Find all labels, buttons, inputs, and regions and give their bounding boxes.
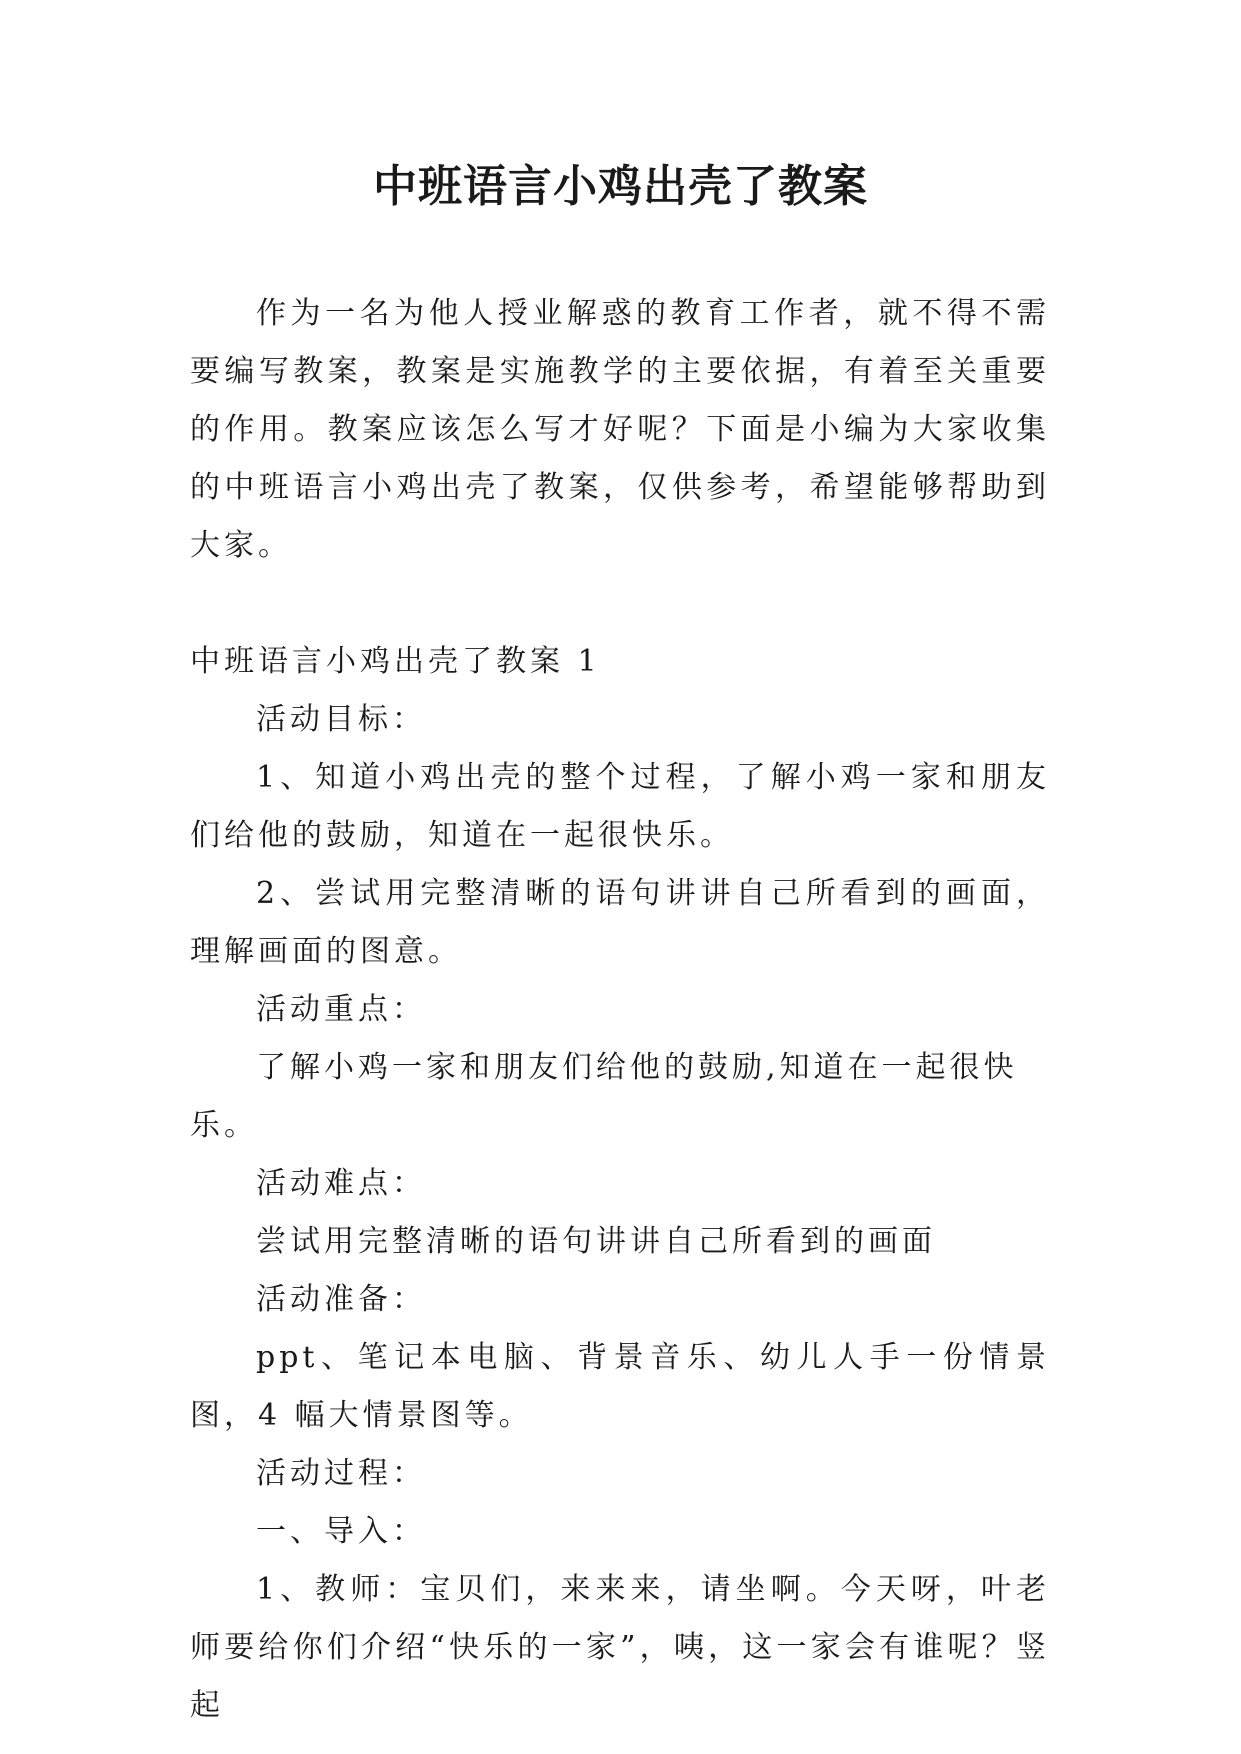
preparation-text: ppt、笔记本电脑、背景音乐、幼儿人手一份情景图，4 幅大情景图等。 [190,1340,1050,1433]
goals-label: 活动目标： [256,702,426,737]
goal-1: 1、知道小鸡出壳的整个过程，了解小鸡一家和朋友们给他的鼓励，知道在一起很快乐。 [190,760,1050,853]
process-label: 活动过程： [256,1456,426,1491]
difficulty-label: 活动难点： [256,1166,426,1201]
preparation-label: 活动准备： [256,1282,426,1317]
key-point-text: 了解小鸡一家和朋友们给他的鼓励,知道在一起很快乐。 [190,1050,1018,1143]
step-1-text: 1、教师：宝贝们，来来来，请坐啊。今天呀，叶老师要给你们介绍“快乐的一家”，咦，这一家会有谁呢？竖起 [190,1572,1050,1723]
key-point-label: 活动重点： [256,992,426,1027]
paragraph-gap [190,575,1050,633]
step-1-label: 一、导入： [256,1514,426,1549]
section-heading: 中班语言小鸡出壳了教案 1 [190,644,601,679]
document-body [190,285,1050,1735]
document-title: 中班语言小鸡出壳了教案 [373,161,868,212]
intro-paragraph: 作为一名为他人授业解惑的教育工作者，就不得不需要编写教案，教案是实施教学的主要依据，有着至关重要的作用。教案应该怎么写才好呢？下面是小编为大家收集的中班语言小鸡出壳了教案，仅供参考，希望能够帮助到大家。 [190,296,1050,563]
goal-2: 2、尝试用完整清晰的语句讲讲自己所看到的画面，理解画面的图意。 [190,876,1050,969]
difficulty-text: 尝试用完整清晰的语句讲讲自己所看到的画面 [256,1224,936,1259]
